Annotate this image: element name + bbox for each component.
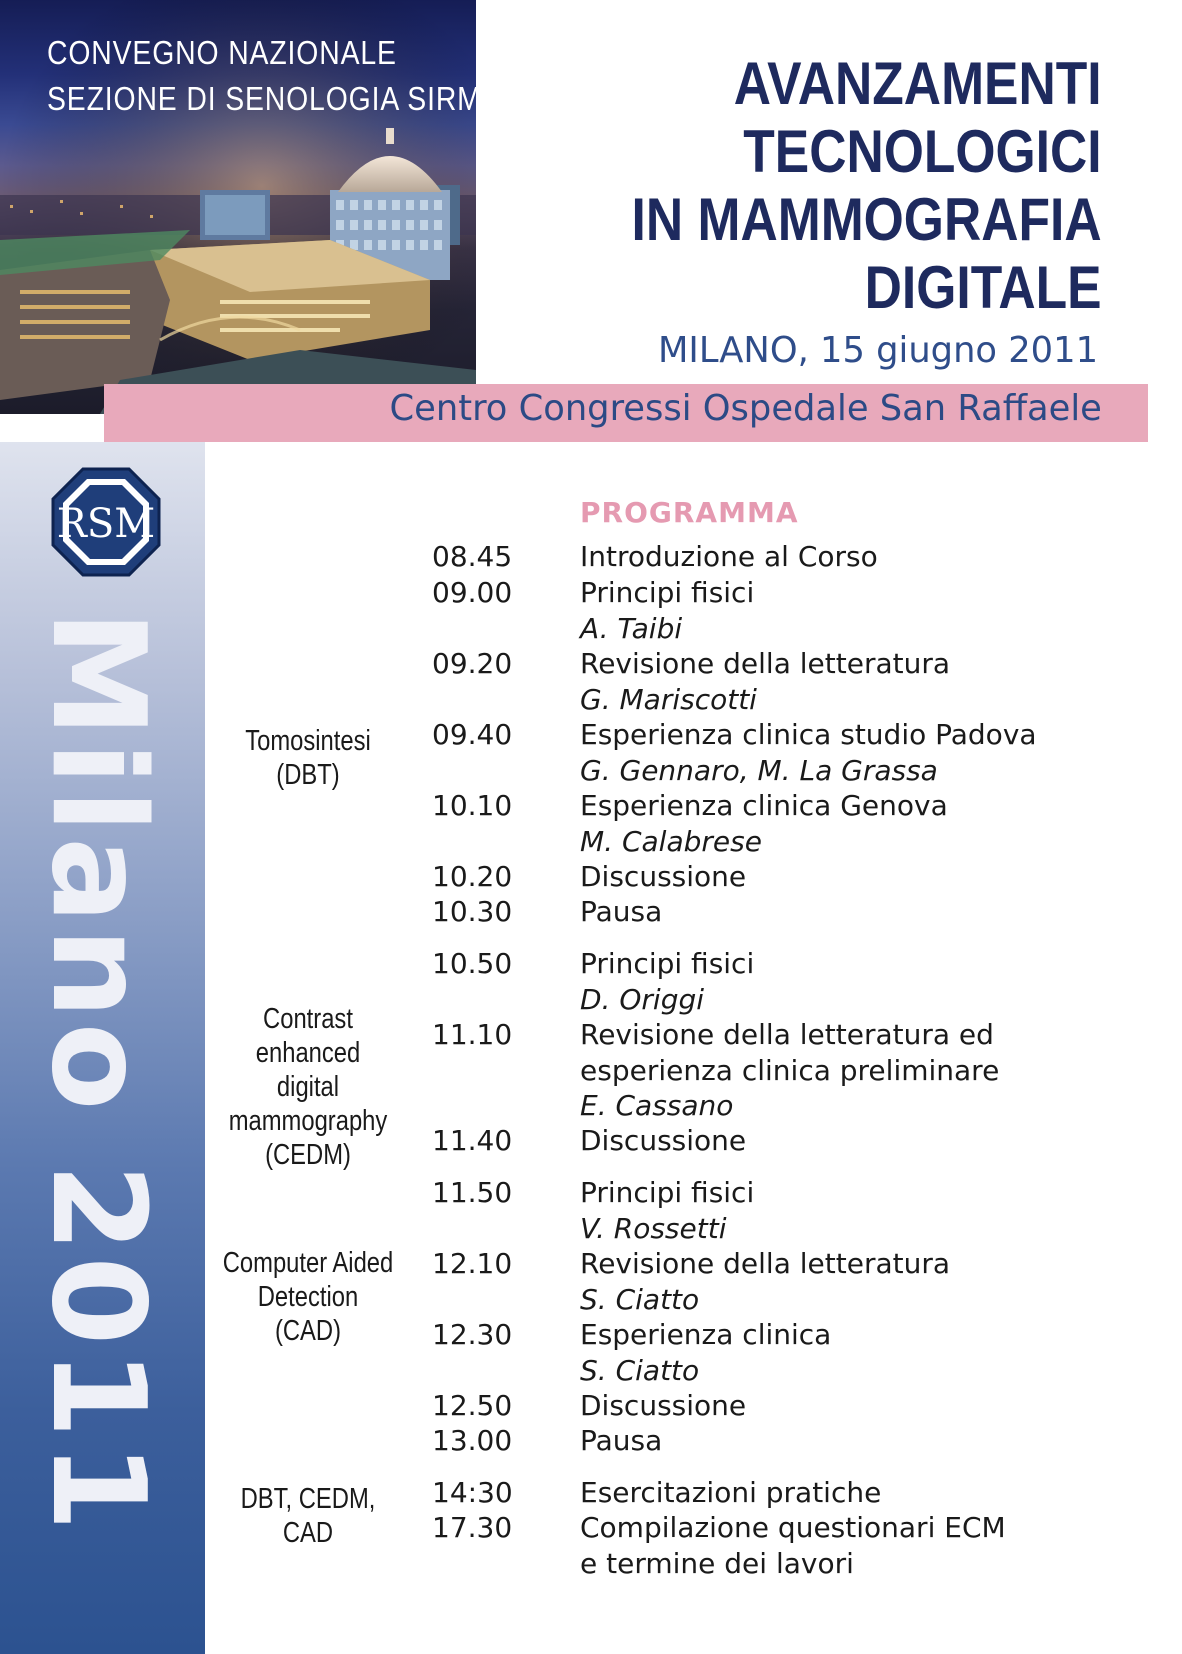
section-label-cad (218, 1246, 398, 1348)
vertical-text: Milano 2011 (23, 610, 172, 1536)
speaker: M. Calabrese (580, 825, 762, 858)
section-label-line: (CEDM) (265, 1139, 351, 1171)
convegno-line-1: CONVEGNO NAZIONALE (47, 34, 397, 71)
speaker: A. Taibi (580, 612, 683, 645)
time-1140: 11.40 (432, 1124, 513, 1157)
time-1030: 10.30 (432, 895, 513, 928)
title-line-3: IN MAMMOGRAFIA (631, 186, 1102, 253)
item-principi-fisici: Principi fisici (580, 576, 755, 609)
venue-text: Centro Congressi Ospedale San Raffaele (389, 388, 1102, 429)
title-line-4: DIGITALE (865, 254, 1102, 321)
item-esercitazioni: Esercitazioni pratiche (580, 1476, 882, 1509)
item-revisione-ed: Revisione della letteratura ed (580, 1018, 994, 1051)
title-line-2: TECNOLOGICI (743, 118, 1102, 185)
section-label-line: (DBT) (276, 759, 340, 791)
time-1300: 13.00 (432, 1424, 513, 1457)
time-1110: 11.10 (432, 1018, 513, 1051)
item-principi-fisici: Principi fisici (580, 1176, 755, 1209)
section-label-all (218, 1482, 398, 1550)
section-label-line: digital (276, 1071, 340, 1103)
time-1430: 14:30 (432, 1476, 513, 1509)
event-date: MILANO, 15 giugno 2011 (657, 330, 1098, 371)
item-pausa: Pausa (580, 895, 663, 928)
speaker: G. Gennaro, M. La Grassa (580, 754, 938, 787)
item-revisione: Revisione della letteratura (580, 1247, 951, 1280)
time-1020: 10.20 (432, 860, 513, 893)
time-1010: 10.10 (432, 789, 513, 822)
speaker: G. Mariscotti (580, 683, 757, 716)
convegno-line-2: SEZIONE DI SENOLOGIA SIRM (47, 80, 482, 117)
header-photo (0, 0, 482, 414)
item-esperienza-genova: Esperienza clinica Genova (580, 789, 948, 822)
item-esperienza-padova: Esperienza clinica studio Padova (580, 718, 1037, 751)
section-label-line: Detection (257, 1281, 359, 1313)
time-1150: 11.50 (432, 1176, 513, 1209)
time-1050: 10.50 (432, 947, 513, 980)
item-revisione-ed-line2: esperienza clinica preliminare (580, 1054, 1000, 1087)
item-discussione: Discussione (580, 1389, 747, 1422)
vertical-city-year (23, 610, 172, 1590)
speaker: S. Ciatto (580, 1354, 700, 1387)
item-esperienza-clinica: Esperienza clinica (580, 1318, 832, 1351)
item-compilazione: Compilazione questionari ECM (580, 1511, 1006, 1544)
section-label-tomosintesi (218, 724, 398, 792)
speaker: D. Origgi (580, 983, 705, 1016)
section-label-line: Tomosintesi (245, 725, 371, 757)
item-discussione: Discussione (580, 860, 747, 893)
convegno-title (47, 30, 482, 122)
program-heading: PROGRAMMA (580, 496, 799, 529)
time-1730: 17.30 (432, 1511, 513, 1544)
item-revisione: Revisione della letteratura (580, 647, 951, 680)
item-intro: Introduzione al Corso (580, 540, 878, 573)
section-label-line: Computer Aided (222, 1247, 394, 1279)
section-label-cedm (218, 1002, 398, 1172)
section-label-line: Contrast enhanced (255, 1003, 361, 1069)
time-1210: 12.10 (432, 1247, 513, 1280)
main-title (632, 50, 1102, 322)
logo-text: RSM (56, 501, 156, 547)
item-principi-fisici: Principi fisici (580, 947, 755, 980)
sirm-logo (49, 465, 163, 579)
speaker: S. Ciatto (580, 1283, 700, 1316)
section-label-line: (CAD) (274, 1315, 342, 1347)
item-pausa: Pausa (580, 1424, 663, 1457)
time-0900: 09.00 (432, 576, 513, 609)
speaker: V. Rossetti (580, 1212, 727, 1245)
item-discussione: Discussione (580, 1124, 747, 1157)
time-1250: 12.50 (432, 1389, 513, 1422)
speaker: E. Cassano (580, 1089, 734, 1122)
section-label-line: mammography (228, 1105, 388, 1137)
time-0845: 08.45 (432, 540, 513, 573)
section-label-line: DBT, CEDM, CAD (240, 1483, 376, 1549)
time-1230: 12.30 (432, 1318, 513, 1351)
item-compilazione-line2: e termine dei lavori (580, 1547, 854, 1580)
venue-band (104, 384, 1148, 442)
time-0920: 09.20 (432, 647, 513, 680)
time-0940: 09.40 (432, 718, 513, 751)
title-line-1: AVANZAMENTI (734, 50, 1102, 117)
